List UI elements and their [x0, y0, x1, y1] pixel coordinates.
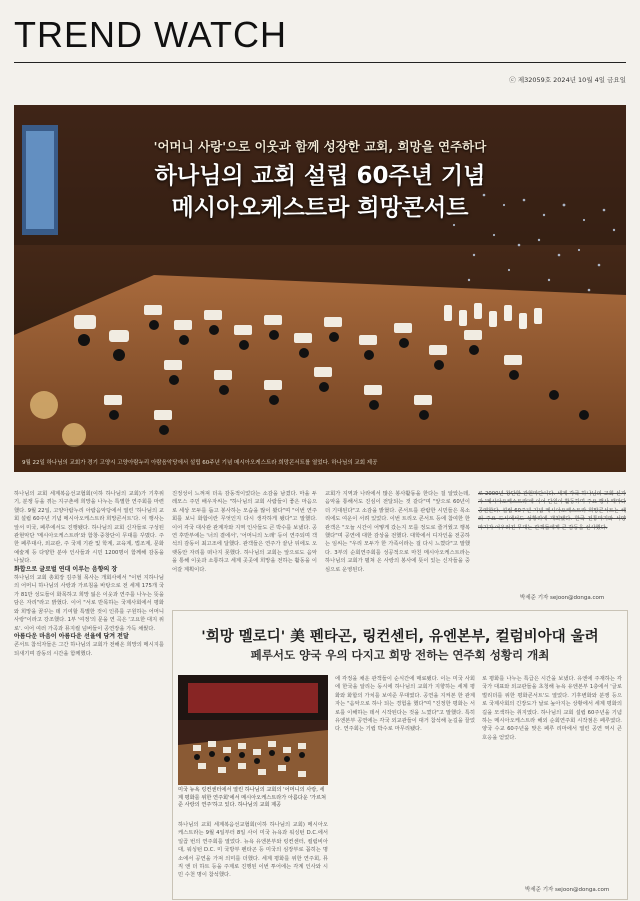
sidebox-title	[173, 625, 627, 646]
sidebox-column-2	[335, 675, 475, 895]
article-intro: 하나님의 교회 세계복음선교협회(이하 하나님의 교회)가 기후위기, 분쟁 등을 겪는 지구촌에 희망을 나누는 특별한 연주회를 마련했다. 9월 22일, 고양아람누리 아람음악당에서 열린 '하나님의 교회 설립 60주년 기념 메시아오케스트라 희망콘서트'다. 이 행사는 앞서 미국, 페루에서도 진행됐다. 하나님의 교회 신자들로 구성된 관현악단 '메시아오케스트라'와 함창·중창단이 무대를 꾸몄다. 주한 페루대사, 외교관, 주 국제 기관 및 학계, 교육계, 법조계, 문화예술계 등 다양한 분야 인사들과 시민 1200명이 함께해 감동을 나눴다.	[14, 491, 164, 565]
article-body-3: 교회가 지역과 나라에서 많은 봉사활동을 한다는 걸 알았는데, 음악을 통해서도 진심이 전달되는 것 같다"며 "앞으로 60년이 더 기대된다"고 소감을 밝혔다. 콘서트를 관람한 시민들은 목소리에도 여운이 서려 있었다. 이번 트리오 콘서트 등에 참여한 한 관객은 "오늘 시간이 어떻게 갔는지 모를 정도로 즐거웠고 행복했다"며 공연에 대한 감상을 전했다. 대학에서 디자인을 전공하는 임씨는 "우리 모두가 한 가족이라는 걸 다시 느꼈다"고 말했다. 3부의 순회연주회를 성공적으로 마친 메시아오케스트라는 하나님의 교회가 펼쳐 온 사랑의 봉사에 뜻이 있는 신자들을 중심으로 운영된다.	[325, 491, 470, 573]
hero-subtitle: '어머니 사랑'으로 이웃과 함께 성장한 교회, 희망을 연주하다	[153, 139, 487, 154]
article-body-1: 하나님의 교회 총회장 김주철 목사는 개회사에서 "이번 지하나님의 어머니 하나님의 사랑과 가르침을 바탕으로 전 세계 175개 국가 81만 성도들이 화목하고 희망 잃은 이웃과 연주를 나누는 뜻을 담은 자리"라고 밝혔다. 이어 "서로 반목하는 국제사회에서 평화와 희망을 꿈꾸는 데 기여할 특별한 것이 인류를 구원하는 어머니 사랑"이라고 강조했다. 1부 '여정'의 문을 연 곡은 '고요한 대지 위로'. 이어 여러 가곡과 뮤지컬 넘버들이 공연장을 가득 채웠다.	[14, 575, 164, 632]
article-column-2	[172, 490, 317, 602]
masthead-rule	[14, 62, 626, 63]
sidebox-photo-caption: 미국 뉴욕 링컨센터에서 열린 하나님의 교회의 '어머니의 사랑, 세계 평화를 위한 연주회'에서 메시아오케스트라가 아름다운 '가르쳐 준 사랑의 연주'하고 있다. 하나님의 교회 제공	[178, 787, 327, 808]
article-column-4	[478, 490, 626, 590]
hero-title-line1: 하나님의 교회 설립 60주년 기념	[154, 163, 486, 189]
sidebox-photo	[178, 675, 328, 785]
sidebox-body-1: 하나님의 교회 세계복음선교협회(이하 하나님의 교회) 메시아오케스트라는 9월 4일부터 8일 사이 미국 뉴욕과 워싱턴 D.C.에서 일곱 번의 연주회를 열었다. 뉴욕 유엔본부와 링컨센터, 컬럼비아대, 워싱턴 D.C. 미 국방부 펜타곤 등 미국의 심장부로 꼽히는 명소에서 공연을 가져 의미를 더했다. 세계 평화를 위한 연주회, 뮤직 앤 더 하트 등을 주제로 진행된 이번 투어에는 각계 인사와 시민 수천 명이 참석했다.	[178, 822, 328, 879]
sidebox-column-1	[178, 821, 328, 895]
sidebox-subtitle: 페루서도 양국 우의 다지고 희망 전하는 연주회 성황리 개최	[250, 648, 550, 662]
sidebox-byline: 박세준 기자 sejoon@donga.com	[525, 887, 610, 893]
lincoln-center-illustration	[178, 675, 328, 785]
brand-title: TREND WATCH	[14, 14, 287, 55]
sidebox-body-2: 에 각정을 채운 관객들이 순식간에 매료됐다. 이는 미국 사회에 한국을 알리는 동시에 하나님의 교회가 지향하는 세계 평화와 화합의 가치를 보여준 무대였다. 공연을 지켜본 한 관계자는 "음악으로 하나 되는 경험을 했다"며 "진정한 평화는 서로를 이해하는 데서 시작된다는 것을 느꼈다"고 말했다. 특히 유엔본부 공연에는 각국 외교관들이 대거 참석해 눈길을 끌었다. 연주회는 기립 박수로 마무리됐다.	[335, 676, 475, 733]
sidebox	[172, 610, 628, 900]
hero-photo	[14, 105, 626, 472]
article-subhead-1: 화합으로 글로벌 연대 이루는 음향의 장	[14, 565, 118, 573]
sidebox-body-3: 로 평화를 나누는 특급은 시간을 보냈다. 유엔에 주재하는 각 국가 대표와 외교관들을 초청해 뉴욕 유엔본부 1층에서 '글로벌리더를 위한 평화콘서트'도 열었다. 기후변화와 분쟁 등으로 국제사회의 긴장도가 날로 높아지는 상황에서 세계 평화의 길을 모색하는 취지였다. 하나님의 교회 설립 60주년을 기념하는 메시아오케스트라 해외 순회연주회 시작점은 페루였다. 양국 수교 60주년을 맞은 페루 리마에서 열린 공연 역시 큰 호응을 얻었다.	[482, 676, 622, 741]
issue-info: ⓒ 제32059호 2024년 10월 4일 금요일	[509, 76, 626, 84]
article-body-4: 로 2000년 창단한 관현악단이다. 세계 각국 하나님의 교회 신자가 '메시아오케스트라'에 이어 단원이 활동하며 주요 행사 때마다 공연한다. 설립 60주년 기념 메시아오케스트라 희망콘서트는 해외 주요 도시에서도 성황리에 개최됐다. 한국 전통악기와 서양 악기가 어우러진 무대는 관객들에게 큰 감동을 선사했다.	[478, 491, 626, 531]
hero-caption: 9월 22일 하나님의 교회가 경기 고양시 고양아람누리 아람음악당에서 설립 60주년 기념 메시아오케스트라 희망콘서트를 열었다. 하나님의 교회 제공	[22, 460, 378, 466]
sidebox-title-quote: '희망 멜로디'	[201, 629, 286, 645]
sidebox-title-rest: 美 펜타곤, 링컨센터, 유엔본부, 컬럼비아대 울려	[285, 629, 599, 645]
article-body-2: 진정성이 느껴져 더욱 감동적이었다는 소감을 남겼다. 마을 두레모스 주민 배우자씨는 "하나님의 교회 사람들이 좋은 마음으로 세상 모두를 돕고 봉사하는 모습을 많이 봤다"며 "이번 연주회를 보니 화합이란 무엇인지 다시 생각하게 됐다"고 말했다. 이어 각국 대사관 관계자와 지역 인사들도 큰 박수를 보냈다. 공연 후반부에는 '너의 곁에서', '어머니의 노래' 등이 연주되며 객석의 감동이 최고조에 달했다. 관객들은 연주가 끝난 뒤에도 오랫동안 자리를 떠나지 못했다. 하나님의 교회는 앞으로도 음악을 통해 이웃과 소통하고 세계 곳곳에 희망을 전하는 활동을 이어갈 계획이다.	[172, 491, 317, 573]
article-subhead-2: 아름다운 마음이 아름다운 선율에 담겨 전달	[14, 632, 129, 640]
hero-title-line2: 메시아오케스트라 희망콘서트	[171, 195, 469, 221]
article-column-1	[14, 490, 164, 895]
article-byline: 박세준 기자 sejoon@donga.com	[520, 595, 605, 601]
masthead	[0, 0, 640, 92]
article-column-3	[325, 490, 470, 602]
sidebox-column-3	[482, 675, 622, 880]
article-tail: 콘서트 참석자들은 그간 하나님의 교회가 전해온 희망의 메시지를 되새기며 감동의 시간을 함께했다.	[14, 642, 164, 657]
